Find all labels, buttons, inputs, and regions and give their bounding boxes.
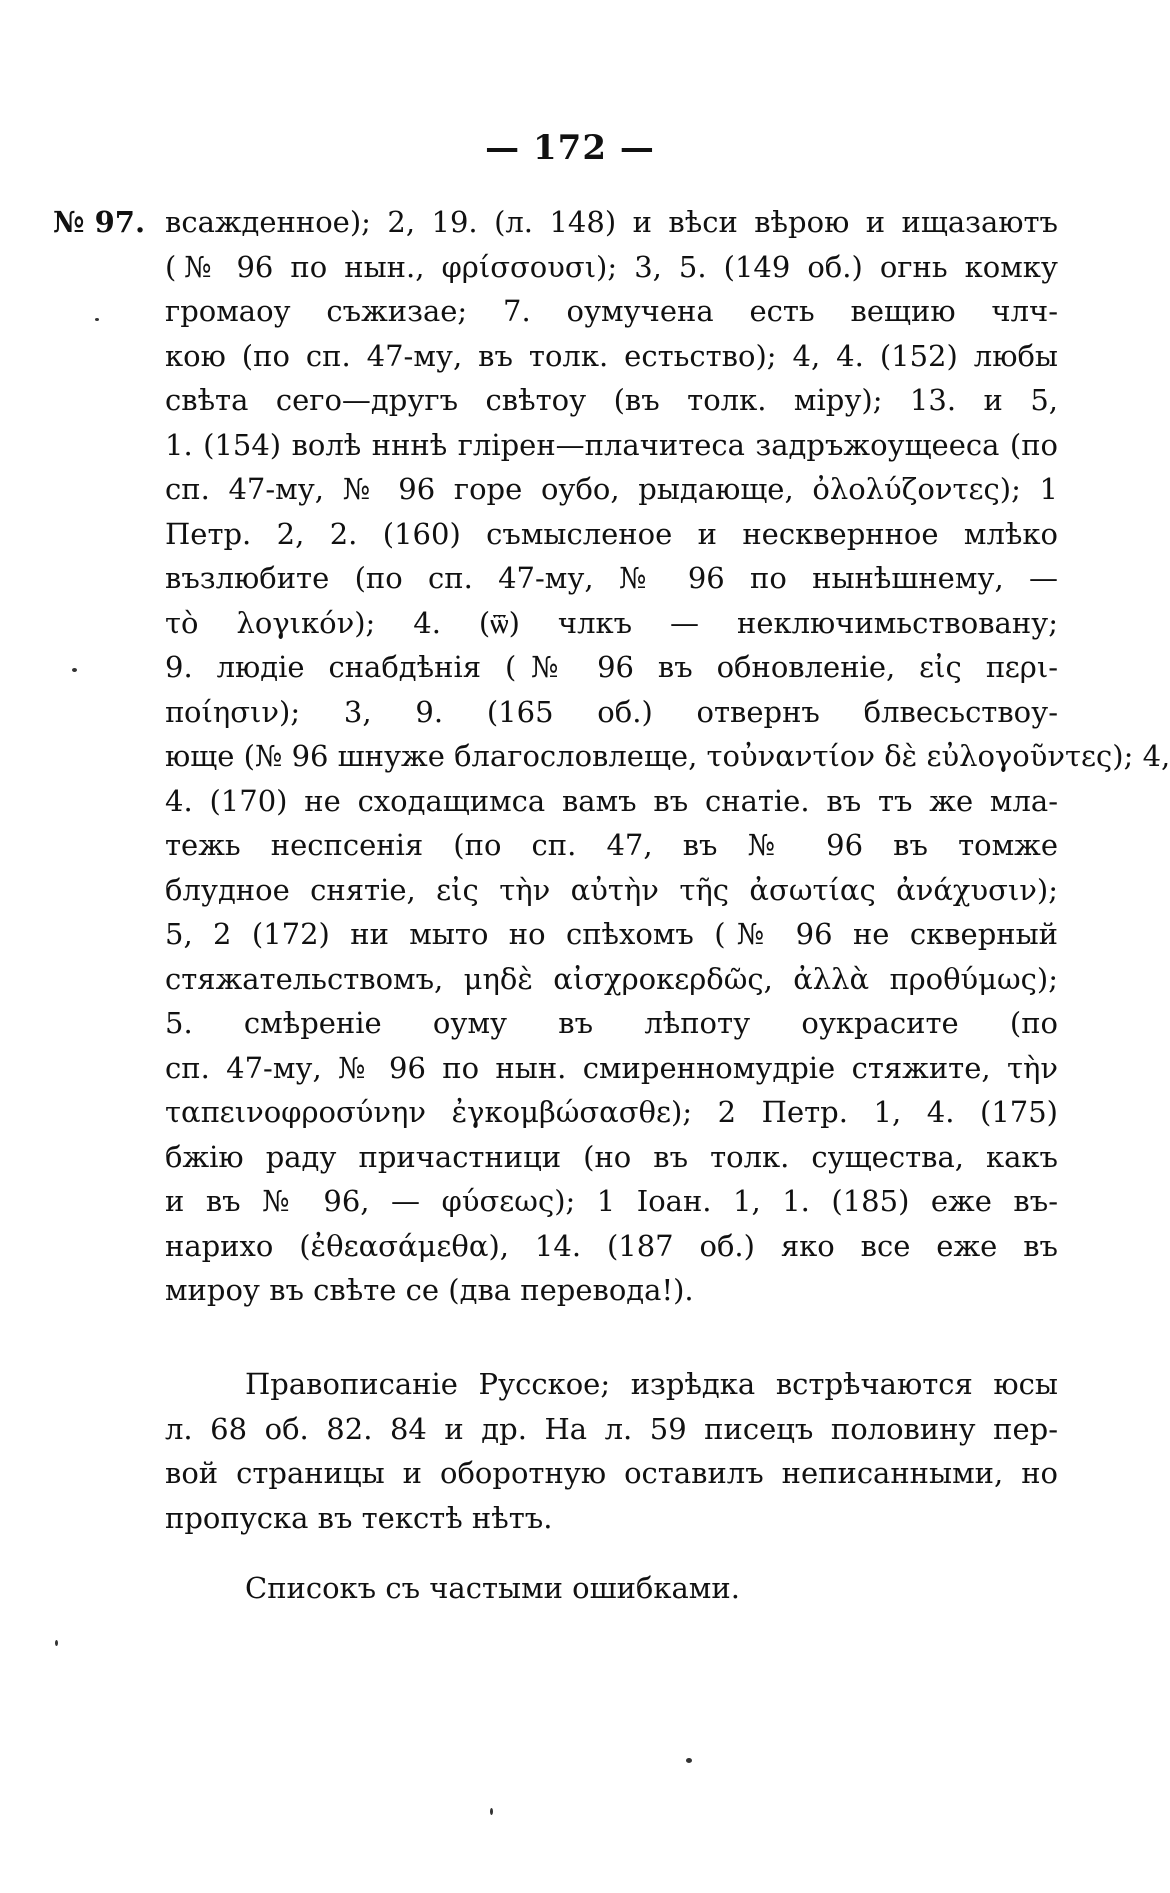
entry-line: ποίησιν); 3, 9. (165 об.) отвернъ блвесьствоу- <box>165 694 1058 729</box>
entry-line: громаоу съжизае; 7. оумучена есть вещию члч- <box>165 294 1058 328</box>
note-line: л. 68 об. 82. 84 и др. На л. 59 писецъ половину пер- <box>165 1411 1058 1446</box>
entry-line: 5. смѣреніе оуму въ лѣпоту оукрасите (по <box>165 1006 1058 1040</box>
entry-line: 5, 2 (172) ни мыто но спѣхомъ (№ 96 не скверный <box>165 917 1058 951</box>
entry-line: сп. 47-му, № 96 по нын. смиренномудріе стяжите, τὴν <box>165 1050 1058 1085</box>
ink-speck <box>686 1758 692 1763</box>
orthography-note <box>165 1362 1058 1540</box>
page-number: — 172 — <box>485 128 655 168</box>
entry-line: стяжательствомъ, μηδὲ αἰσχροκερδῶς, ἀλλὰ προθύμως); <box>165 961 1058 996</box>
manuscript-errors-note: Списокъ съ частыми ошибками. <box>245 1571 740 1605</box>
entry-line: ταπεινοφροσύνην ἐγκομβώσασθε); 2 Петр. 1, 4. (175) <box>165 1095 1058 1129</box>
catalog-entry <box>53 200 1170 1313</box>
entry-line: блудное снятіе, εἰς τὴν αὐτὴν τῆς ἀσωτίας ἀνάχυσιν); <box>165 872 1058 907</box>
entry-line: 9. людіе снабдѣнія (№ 96 въ обновленіе, εἰς περι- <box>165 650 1058 684</box>
entry-line: тежь неспсенія (по сп. 47, въ № 96 въ томже <box>165 828 1058 862</box>
entry-line: мироу въ свѣте се (два перевода!). <box>165 1273 694 1307</box>
ink-speck <box>490 1808 493 1815</box>
entry-line: възлюбите (по сп. 47-му, № 96 по нынѣшнему, — <box>165 561 1058 595</box>
entry-line: свѣта сего—другъ свѣтоу (въ толк. міру); 13. и 5, <box>165 383 1058 417</box>
note-line: пропуска въ текстѣ нѣтъ. <box>165 1500 553 1535</box>
entry-line: (№ 96 по нын., φρίσσουσι); 3, 5. (149 об.) огнь комку <box>165 249 1058 284</box>
note-line: вой страницы и оборотную оставилъ неписанными, но <box>165 1456 1058 1490</box>
entry-line: кою (по сп. 47-му, въ толк. естьство); 4, 4. (152) любы <box>165 338 1058 373</box>
entry-line: τὸ λογικόν); 4. (ѿ) члкъ — неключимьствовану; <box>165 605 1058 640</box>
entry-line: 4. (170) не сходащимса вамъ въ снатіе. въ тъ же мла- <box>165 783 1058 818</box>
entry-line: и въ № 96, — φύσεως); 1 Іоан. 1, 1. (185) еже въ- <box>165 1184 1058 1218</box>
entry-line: 1. (154) волѣ нннѣ глірен—плачитеса задръжоущееса (по <box>165 427 1058 462</box>
entry-line: сп. 47-му, № 96 горе оубо, рыдающе, ὀλολύζοντες); 1 <box>165 472 1058 506</box>
entry-line: Петр. 2, 2. (160) съмысленое и несквернное млѣко <box>165 516 1058 551</box>
entry-line: юще (№ 96 шнуже благословлеще, τοὐναντίον δὲ εὐλογοῦντες); 4, <box>165 739 1170 773</box>
entry-line: нарихо (ἐθεασάμεθα), 14. (187 об.) яко все еже въ <box>165 1228 1058 1263</box>
ink-speck <box>95 318 99 321</box>
ink-speck <box>55 1640 58 1646</box>
ink-speck <box>72 668 77 672</box>
entry-number-marker: № 97. <box>53 205 146 239</box>
entry-line: бжію раду причастници (но въ толк. существа, какъ <box>165 1139 1058 1174</box>
note-line: Правописаніе Русское; изрѣдка встрѣчаются юсы <box>245 1367 1058 1401</box>
entry-line: всажденное); 2, 19. (л. 148) и вѣси вѣрою и ищазаютъ <box>165 205 1058 239</box>
